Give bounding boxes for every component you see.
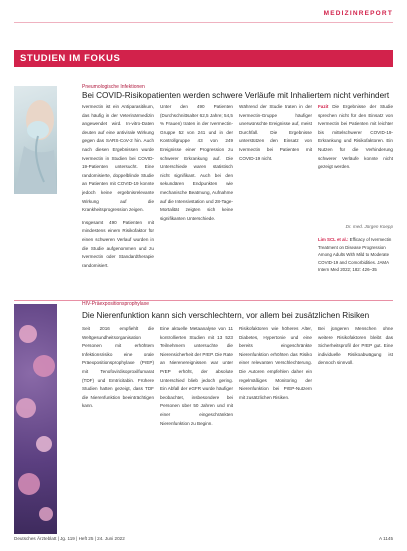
article2-column-3	[239, 325, 312, 530]
running-head-rule	[14, 22, 393, 23]
article1-col1b-text: Insgesamt 490 Patienten mit mindestens einem Risikofaktor für einen schweren Verlauf wurden in die Studie aufgenommen und zu Ivermectin oder Standardtherapie randomisiert.	[82, 219, 154, 268]
article1-title: Bei COVID-Risikopatienten werden schwere Verläufe mit Inhaliertem nicht verhindert	[82, 91, 390, 100]
article1-column-1	[82, 103, 154, 295]
page-number: A 1145	[379, 536, 393, 541]
article2-kicker: HIV-Präexpositionsprophylaxe	[82, 301, 149, 307]
article2-column-2	[160, 325, 233, 530]
journal-citation: Deutsches Ärzteblatt | Jg. 119 | Heft 25 | 24. Juni 2022	[14, 536, 125, 541]
reference-label: Lim SCL et al.:	[318, 237, 349, 242]
article1-column-4	[318, 103, 393, 221]
article2-col1-text: Seit 2016 empfiehlt die Weltgesundheitsorganisation Personen mit erhöhtem Infektionsrisiko eine orale Präexpositionsprophylaxe (PrEP) mit Tenofovirdisoproxilfumarat (TDF) und Emtricitabin. Frühere Studien hatten gezeigt, dass TDF die Nierenfunktion beeinträchtigen kann.	[82, 326, 154, 409]
article2-column-1	[82, 325, 154, 530]
article1-col1-text: Ivermectin ist ein Antiparasitikum, das häufig in der Veterinärmedizin angewendet wird. In-vitro-Daten deuten auf eine antivirale Wirkung gegen das SARS-CoV-2 hin. Auch nach diesen Ergebnissen wurde Ivermectin in Studien bei COVID-19-Patienten untersucht. Eine randomisierte, doppelblinde Studie an Patienten mit COVID-19 konnte jedoch keine ergebnisrelevante Wirkung auf die Krankheitsprogression zeigen.	[82, 104, 154, 213]
article1-col4-text: Die Ergebnisse der Studie sprechen nicht für den Einsatz von Ivermectin bei Patienten mit leichter bis mittelschwerer COVID-19-Erkrankung und Risikofaktoren. Ein Nutzen für die Verhinderung schwerer Verläufe konnte nicht gezeigt werden.	[318, 104, 393, 170]
article2-title: Die Nierenfunktion kann sich verschlechtern, vor allem bei zusätzlichen Risiken	[82, 311, 370, 320]
article1-column-3	[239, 103, 312, 295]
article1-column-2	[160, 103, 233, 295]
article2-col4-text: Bei jüngeren Menschen ohne weitere Risikofaktoren bleibt das Sicherheitsprofil der PrEP gut. Eine individuelle Risikoabwägung ist dennoch sinnvoll.	[318, 326, 393, 366]
article1-fazit-lead: Fazit	[318, 104, 329, 109]
article1-kicker: Pneumologische Infektionen	[82, 84, 145, 90]
article2-column-4	[318, 325, 393, 530]
section-banner	[14, 50, 393, 67]
oxygen-mask-illustration	[14, 86, 57, 194]
article2-col3-text: Risikofaktoren wie höheres Alter, Diabetes, Hypertonie und eine bereits eingeschränkte Nierenfunktion erhöhten das Risiko einer relevanten Verschlechterung. Die Autoren empfehlen daher ein regelmäßiges Monitoring der Nierenfunktion bei PrEP-Nutzern mit zusätzlichen Risiken.	[239, 326, 312, 400]
article2-col2-text: Eine aktuelle Metaanalyse von 11 kontrollierten Studien mit 13 523 Teilnehmern untersuchte die Nierensicherheit der PrEP. Die Rate an Nierenereignissen war unter PrEP erhöht, der absolute Unterschied blieb jedoch gering. Ein Abfall der eGFR wurde häufiger beobachtet, insbesondere bei Personen über 50 Jahren und mit einer eingeschränkten Nierenfunktion zu Beginn.	[160, 326, 233, 426]
article-divider	[14, 300, 393, 301]
article1-author: Dr. med. Jürgen Koepp	[345, 224, 393, 229]
running-head: MEDIZINREPORT	[323, 10, 393, 17]
article1-col3-text: Während der Studie traten in der Ivermectin-Gruppe häufiger unerwünschte Ereignisse auf, meist Durchfall. Die Ergebnisse unterstützen den Einsatz von Ivermectin bei Patienten mit COVID-19 nicht.	[239, 104, 312, 161]
article1-reference	[318, 236, 393, 274]
article1-photo	[14, 86, 57, 194]
article2-photo	[14, 304, 57, 534]
article1-col2-text: Unter den 490 Patienten (Durchschnittsalter 62,5 Jahre; 54,5 % Frauen) traten in der Ivermectin-Gruppe 52 von 241 und in der Kontrollgruppe 43 von 249 Ereignisse einer Progression zu schwerer Erkrankung auf. Die Unterschiede waren statistisch nicht signifikant. Auch bei den sekundären Endpunkten wie mechanische Beatmung, Aufnahme auf die Intensivstation und 28-Tage-Mortalität zeigten sich keine signifikanten Unterschiede.	[160, 104, 233, 221]
page-footer	[14, 536, 393, 545]
section-label: STUDIEN IM FOKUS	[20, 53, 121, 64]
virus-micrograph-illustration	[14, 304, 57, 534]
reference-text: Efficacy of Ivermectin Treatment on Disease Progression Among Adults With Mild to Moderate COVID-19 and Comorbidities. JAMA Intern Med 2022; 182: 426–35	[318, 237, 392, 273]
